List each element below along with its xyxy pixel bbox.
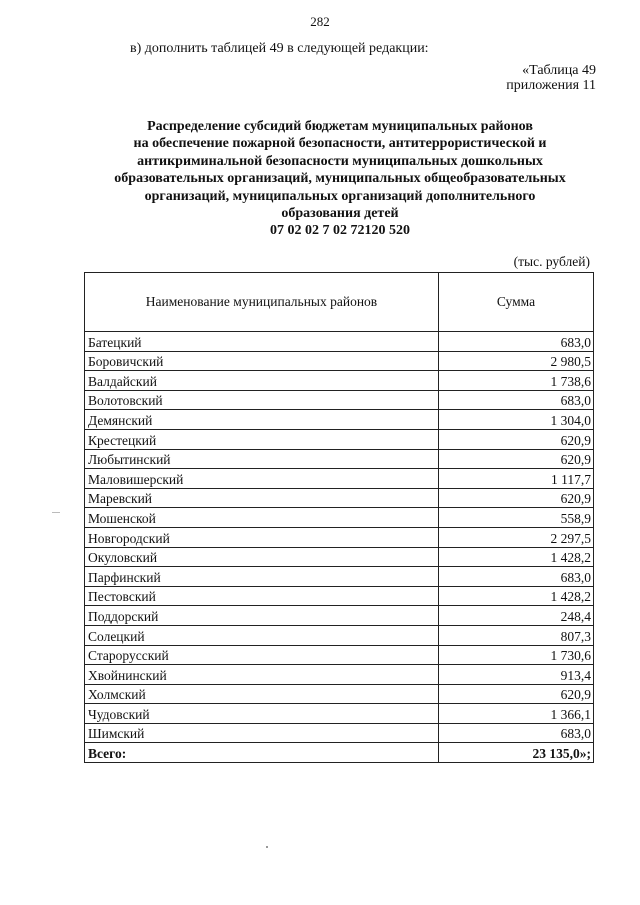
table-row	[85, 723, 594, 743]
district-name: Маревский	[85, 488, 439, 508]
district-name: Батецкий	[85, 332, 439, 352]
district-name: Демянский	[85, 410, 439, 430]
margin-scan-mark	[52, 512, 60, 513]
district-name: Боровичский	[85, 351, 439, 371]
district-amount: 913,4	[439, 665, 594, 685]
district-amount: 2 980,5	[439, 351, 594, 371]
district-name: Пестовский	[85, 586, 439, 606]
appendix-reference	[506, 63, 596, 93]
district-amount: 2 297,5	[439, 527, 594, 547]
table-row	[85, 567, 594, 587]
district-amount: 683,0	[439, 567, 594, 587]
scan-dot	[266, 846, 268, 848]
budget-classification-code: 07 02 02 7 02 72120 520	[270, 223, 410, 239]
district-name: Окуловский	[85, 547, 439, 567]
district-name: Любытинский	[85, 449, 439, 469]
district-amount: 1 738,6	[439, 371, 594, 391]
table-row	[85, 469, 594, 489]
table-row	[85, 665, 594, 685]
district-amount: 807,3	[439, 625, 594, 645]
appendix-table-label: «Таблица 49	[522, 63, 596, 78]
district-amount: 620,9	[439, 684, 594, 704]
table-row	[85, 527, 594, 547]
district-amount: 248,4	[439, 606, 594, 626]
district-name: Хвойнинский	[85, 665, 439, 685]
table-row	[85, 606, 594, 626]
district-name: Поддорский	[85, 606, 439, 626]
table-row	[85, 390, 594, 410]
district-name: Холмский	[85, 684, 439, 704]
subsidies-table	[84, 272, 594, 763]
heading-line: образования детей	[281, 206, 399, 222]
table-row	[85, 488, 594, 508]
table-row	[85, 704, 594, 724]
header-district-name: Наименование муниципальных районов	[85, 273, 439, 332]
heading-line: антикриминальной безопасности муниципальных дошкольных	[137, 153, 543, 169]
table-row	[85, 625, 594, 645]
district-amount: 1 366,1	[439, 704, 594, 724]
total-label: Всего:	[85, 743, 439, 763]
table-body	[85, 332, 594, 763]
table-row	[85, 449, 594, 469]
table-header-row	[85, 273, 594, 332]
district-amount: 683,0	[439, 723, 594, 743]
table-row	[85, 332, 594, 352]
district-name: Новгородский	[85, 527, 439, 547]
district-name: Солецкий	[85, 625, 439, 645]
heading-line: образовательных организаций, муниципальных общеобразовательных	[114, 171, 566, 187]
intro-text: в) дополнить таблицей 49 в следующей редакции:	[130, 41, 429, 56]
table-row	[85, 508, 594, 528]
unit-note: (тыс. рублей)	[513, 254, 590, 269]
heading-line: на обеспечение пожарной безопасности, антитеррористической и	[133, 136, 547, 152]
district-name: Волотовский	[85, 390, 439, 410]
document-heading	[60, 118, 620, 240]
district-amount: 620,9	[439, 488, 594, 508]
district-amount: 1 428,2	[439, 547, 594, 567]
table-row	[85, 547, 594, 567]
district-amount: 558,9	[439, 508, 594, 528]
district-amount: 1 304,0	[439, 410, 594, 430]
table-row	[85, 351, 594, 371]
header-amount: Сумма	[439, 273, 594, 332]
district-amount: 620,9	[439, 429, 594, 449]
district-name: Шимский	[85, 723, 439, 743]
total-amount: 23 135,0»;	[439, 743, 594, 763]
district-name: Старорусский	[85, 645, 439, 665]
total-row	[85, 743, 594, 763]
district-amount: 620,9	[439, 449, 594, 469]
district-name: Чудовский	[85, 704, 439, 724]
district-name: Мошенской	[85, 508, 439, 528]
district-amount: 1 730,6	[439, 645, 594, 665]
table-row	[85, 684, 594, 704]
district-amount: 1 428,2	[439, 586, 594, 606]
district-name: Крестецкий	[85, 429, 439, 449]
table-row	[85, 371, 594, 391]
appendix-annex-label: приложения 11	[506, 78, 596, 93]
table-row	[85, 429, 594, 449]
district-name: Валдайский	[85, 371, 439, 391]
table-row	[85, 645, 594, 665]
district-amount: 1 117,7	[439, 469, 594, 489]
district-name: Маловишерский	[85, 469, 439, 489]
heading-line: Распределение субсидий бюджетам муниципальных районов	[147, 119, 533, 134]
table-row	[85, 586, 594, 606]
table-row	[85, 410, 594, 430]
district-name: Парфинский	[85, 567, 439, 587]
district-amount: 683,0	[439, 332, 594, 352]
district-amount: 683,0	[439, 390, 594, 410]
heading-line: организаций, муниципальных организаций дополнительного	[144, 188, 536, 204]
page-number: 282	[310, 14, 330, 29]
